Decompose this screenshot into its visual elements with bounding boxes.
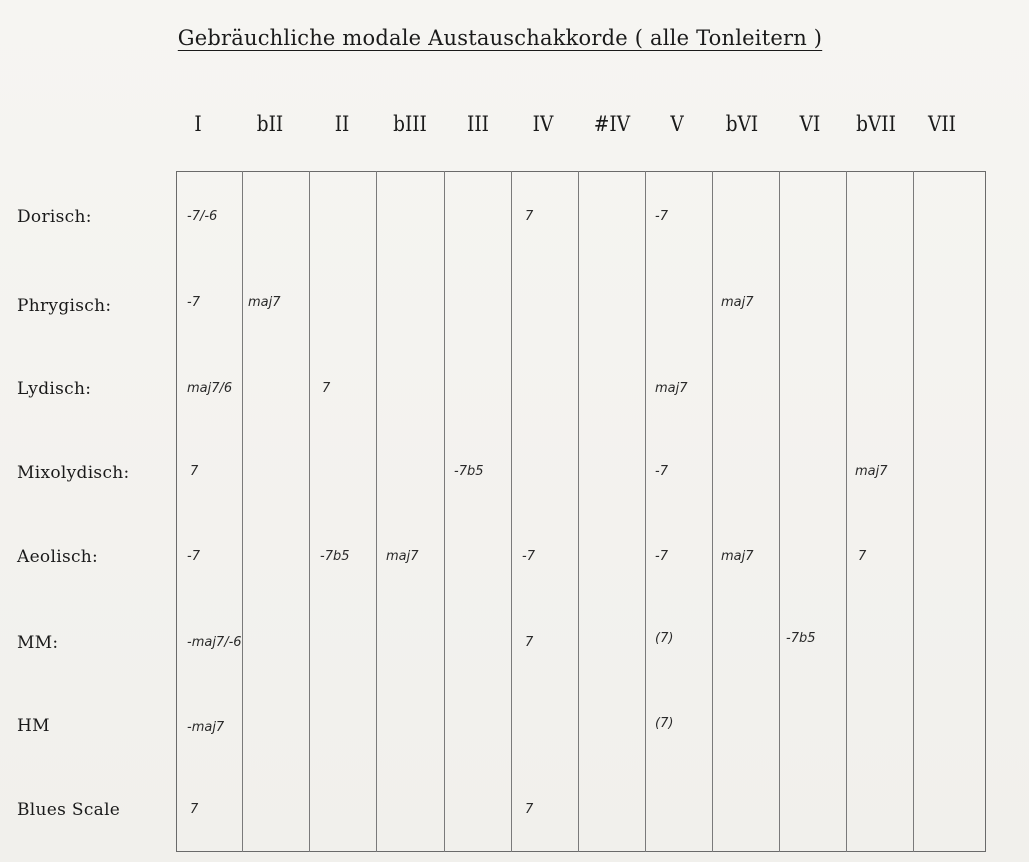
cell-hm-V: (7): [655, 716, 674, 731]
column-header-II: II: [334, 112, 350, 136]
column-header-bII: bII: [256, 112, 284, 136]
cell-aeolisch-bVI: maj7: [721, 549, 754, 564]
cell-phrygisch-I: -7: [187, 295, 200, 310]
cell-dorisch-V: -7: [655, 209, 668, 224]
cell-mixolydisch-bVII: maj7: [855, 464, 888, 479]
row-label-lydisch: Lydisch:: [17, 379, 92, 399]
column-divider: [309, 171, 310, 852]
cell-aeolisch-bVII: 7: [858, 549, 867, 564]
cell-mm-V: (7): [655, 631, 674, 646]
column-divider: [846, 171, 847, 852]
cell-lydisch-V: maj7: [655, 381, 688, 396]
row-label-mixolydisch: Mixolydisch:: [17, 463, 130, 483]
cell-phrygisch-bII: maj7: [248, 295, 281, 310]
cell-aeolisch-IV: -7: [522, 549, 535, 564]
column-divider: [779, 171, 780, 852]
cell-mixolydisch-III: -7b5: [454, 464, 484, 479]
column-divider: [444, 171, 445, 852]
row-label-hm: HM: [17, 716, 50, 736]
cell-hm-I: -maj7: [187, 720, 225, 735]
title-text: Gebräuchliche modale Austauschakkorde ( alle Tonleitern ): [177, 26, 823, 50]
column-header-VI: VI: [799, 112, 821, 136]
row-label-dorisch: Dorisch:: [17, 207, 92, 227]
row-label-blues-scale: Blues Scale: [17, 800, 121, 820]
row-label-mm: MM:: [17, 633, 59, 653]
row-label-phrygisch: Phrygisch:: [17, 296, 112, 316]
column-divider: [712, 171, 713, 852]
cell-mm-I: -maj7/-6: [187, 635, 242, 650]
column-header-IV: IV: [532, 112, 554, 136]
column-header-bIII: bIII: [393, 112, 427, 136]
column-divider: [511, 171, 512, 852]
cell-blues-scale-I: 7: [190, 802, 199, 817]
cell-aeolisch-V: -7: [655, 549, 668, 564]
cell-mixolydisch-I: 7: [190, 464, 199, 479]
column-header-III: III: [467, 112, 489, 136]
column-header-sharp-IV: #IV: [593, 112, 631, 136]
cell-mm-IV: 7: [525, 635, 534, 650]
cell-dorisch-IV: 7: [525, 209, 534, 224]
cell-mixolydisch-V: -7: [655, 464, 668, 479]
column-header-V: V: [670, 112, 684, 136]
column-divider: [645, 171, 646, 852]
cell-mm-VI: -7b5: [786, 631, 816, 646]
column-divider: [578, 171, 579, 852]
column-divider: [376, 171, 377, 852]
cell-aeolisch-II: -7b5: [320, 549, 350, 564]
cell-aeolisch-bIII: maj7: [386, 549, 419, 564]
cell-dorisch-I: -7/-6: [187, 209, 218, 224]
cell-lydisch-II: 7: [322, 381, 331, 396]
column-header-bVII: bVII: [856, 112, 896, 136]
cell-aeolisch-I: -7: [187, 549, 200, 564]
column-header-VII: VII: [928, 112, 956, 136]
column-divider: [913, 171, 914, 852]
column-header-bVI: bVI: [725, 112, 759, 136]
cell-lydisch-I: maj7/6: [187, 381, 233, 396]
column-divider: [242, 171, 243, 852]
column-header-I: I: [194, 112, 202, 136]
cell-phrygisch-bVI: maj7: [721, 295, 754, 310]
chord-grid: [176, 171, 986, 852]
row-label-aeolisch: Aeolisch:: [17, 547, 99, 567]
cell-blues-scale-IV: 7: [525, 802, 534, 817]
page-title: [0, 26, 1000, 50]
